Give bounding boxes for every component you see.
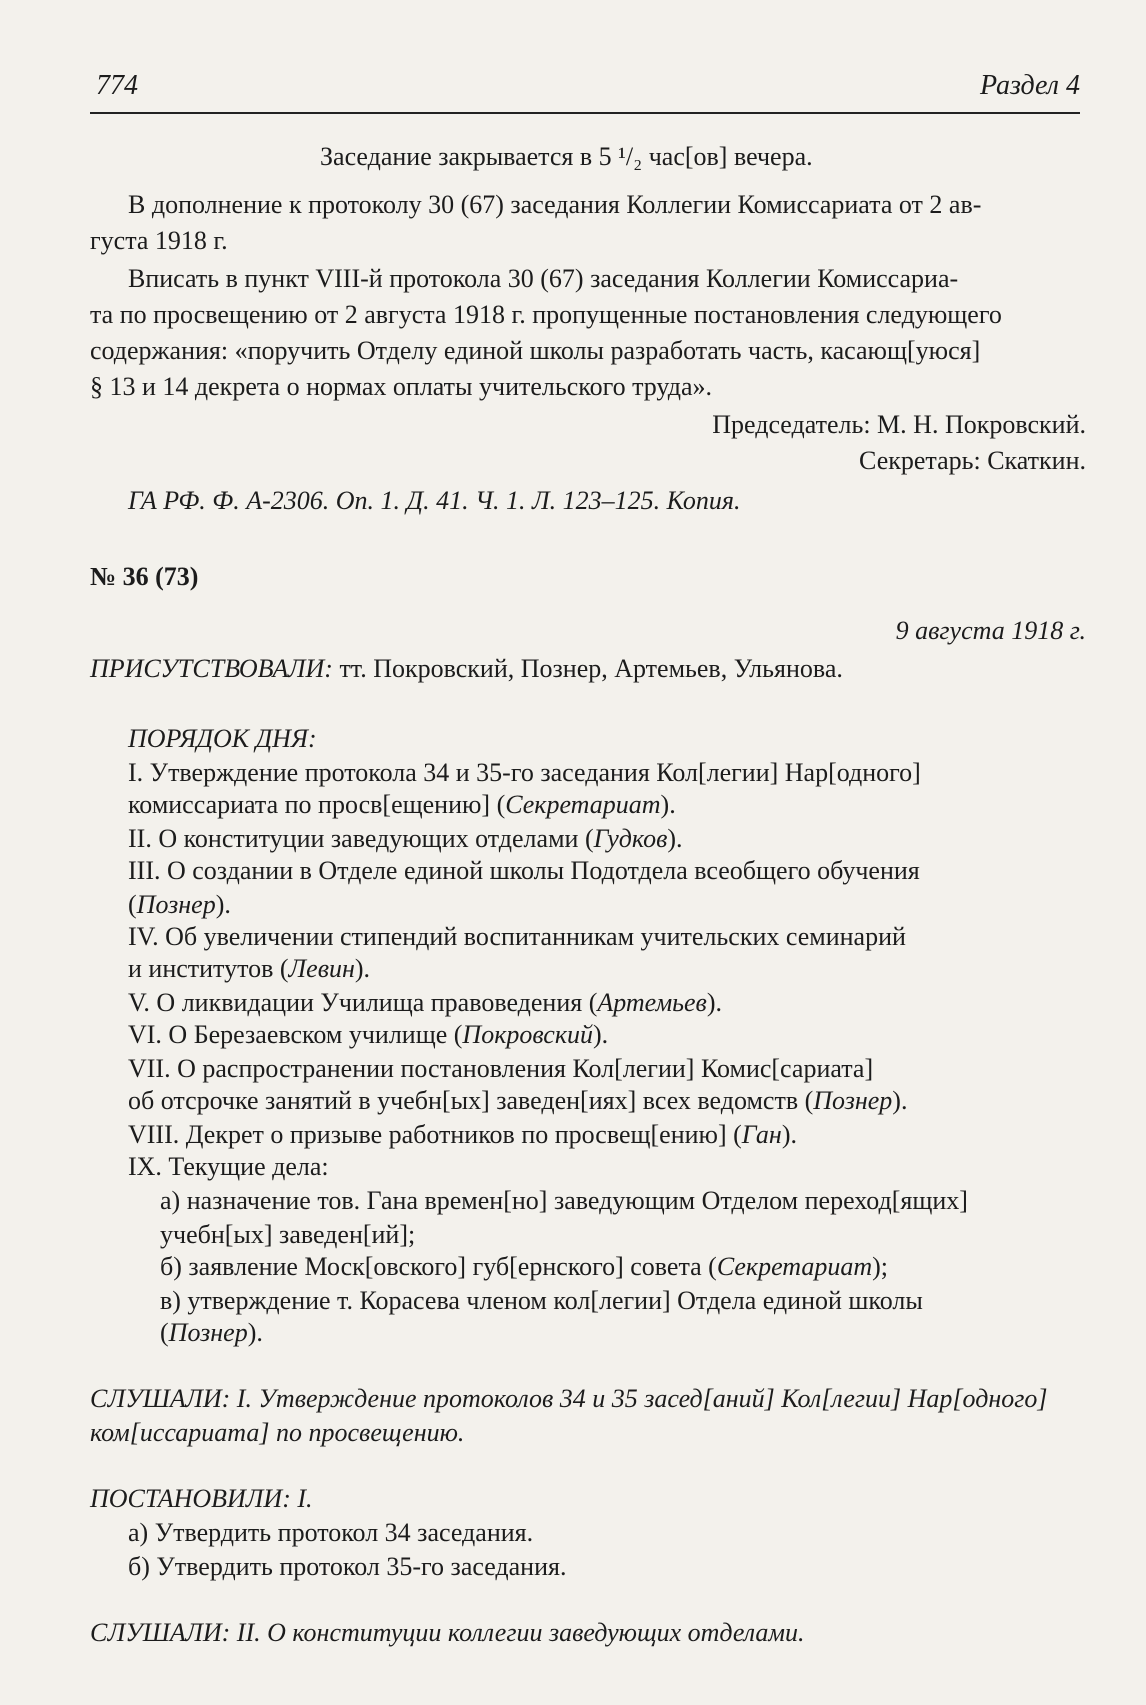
heard-item-1: СЛУШАЛИ: I. Утверждение протоколов 34 и 35 засед[аний] Кол[легии] Нар[одного] xyxy=(90,1384,1048,1413)
page-header xyxy=(90,62,1080,114)
addendum-line-3: Вписать в пункт VIII-й протокола 30 (67) заседания Коллегии Комиссариа- xyxy=(128,264,959,293)
agenda-item-4: IV. Об увеличении стипендий воспитанникам учительских семинарий xyxy=(128,922,906,951)
current-item-a: а) назначение тов. Гана времен[но] заведующим Отделом переход[ящих] xyxy=(160,1186,968,1215)
resolved-item-a: а) Утвердить протокол 34 заседания. xyxy=(128,1518,534,1547)
section-title: Раздел 4 xyxy=(979,70,1080,101)
agenda-item-1-cont: комиссариата по просв[ещению] (Секретариат). xyxy=(128,790,676,819)
agenda-title: ПОРЯДОК ДНЯ: xyxy=(128,724,317,753)
agenda-item-3-cont: (Познер). xyxy=(128,890,231,919)
attendees-names: тт. Покровский, Познер, Артемьев, Ульянова. xyxy=(332,654,843,683)
addendum-line-4: та по просвещению от 2 августа 1918 г. пропущенные постановления следующего xyxy=(90,300,1002,329)
current-item-a-cont: учебн[ых] заведен[ий]; xyxy=(160,1220,416,1249)
meeting-date: 9 августа 1918 г. xyxy=(895,616,1086,645)
archive-reference: ГА РФ. Ф. А-2306. Оп. 1. Д. 41. Ч. 1. Л. 123–125. Копия. xyxy=(128,486,741,515)
agenda-item-4-cont: и институтов (Левин). xyxy=(128,954,371,983)
current-item-b: б) заявление Моск[овского] губ[ернского] совета (Секретариат); xyxy=(160,1252,889,1281)
agenda-item-2: II. О конституции заведующих отделами (Гудков). xyxy=(128,824,683,853)
addendum-line-6: § 13 и 14 декрета о нормах оплаты учительского труда». xyxy=(90,372,713,401)
session-closing: Заседание закрывается в 5 ¹/₂ час[ов] вечера. xyxy=(320,142,813,171)
heard-item-1-cont: ком[иссариата] по просвещению. xyxy=(90,1418,465,1447)
agenda-item-3: III. О создании в Отделе единой школы Подотдела всеобщего обучения xyxy=(128,856,920,885)
chairman-signature: Председатель: М. Н. Покровский. xyxy=(712,410,1086,439)
agenda-item-8: VIII. Декрет о призыве работников по просвещ[ению] (Ган). xyxy=(128,1120,797,1149)
agenda-item-6: VI. О Березаевском училище (Покровский). xyxy=(128,1020,609,1049)
resolved-item-b: б) Утвердить протокол 35-го заседания. xyxy=(128,1552,567,1581)
addendum-line-2: густа 1918 г. xyxy=(90,226,228,255)
attendees-label: ПРИСУТСТВОВАЛИ: xyxy=(90,654,333,683)
attendees xyxy=(90,652,843,686)
current-item-c: в) утверждение т. Корасева членом кол[легии] Отдела единой школы xyxy=(160,1286,923,1315)
agenda-item-5: V. О ликвидации Училища правоведения (Артемьев). xyxy=(128,988,722,1017)
resolved-label: ПОСТАНОВИЛИ: I. xyxy=(90,1484,313,1513)
addendum-line-1: В дополнение к протоколу 30 (67) заседания Коллегии Комиссариата от 2 ав- xyxy=(128,190,982,219)
heard-item-2: СЛУШАЛИ: II. О конституции коллегии заведующих отделами. xyxy=(90,1618,805,1647)
secretary-signature: Секретарь: Скаткин. xyxy=(859,446,1086,475)
agenda-item-1: I. Утверждение протокола 34 и 35-го заседания Кол[легии] Нар[одного] xyxy=(128,758,921,787)
page-number: 774 xyxy=(96,70,138,101)
agenda-item-9: IX. Текущие дела: xyxy=(128,1152,329,1181)
agenda-item-7-cont: об отсрочке занятий в учебн[ых] заведен[иях] всех ведомств (Познер). xyxy=(128,1086,908,1115)
addendum-line-5: содержания: «поручить Отделу единой школы разработать часть, касающ[уюся] xyxy=(90,336,981,365)
current-item-c-cont: (Познер). xyxy=(160,1318,263,1347)
agenda-item-7: VII. О распространении постановления Кол[легии] Комис[сариата] xyxy=(128,1054,874,1083)
document-number: № 36 (73) xyxy=(90,562,199,591)
